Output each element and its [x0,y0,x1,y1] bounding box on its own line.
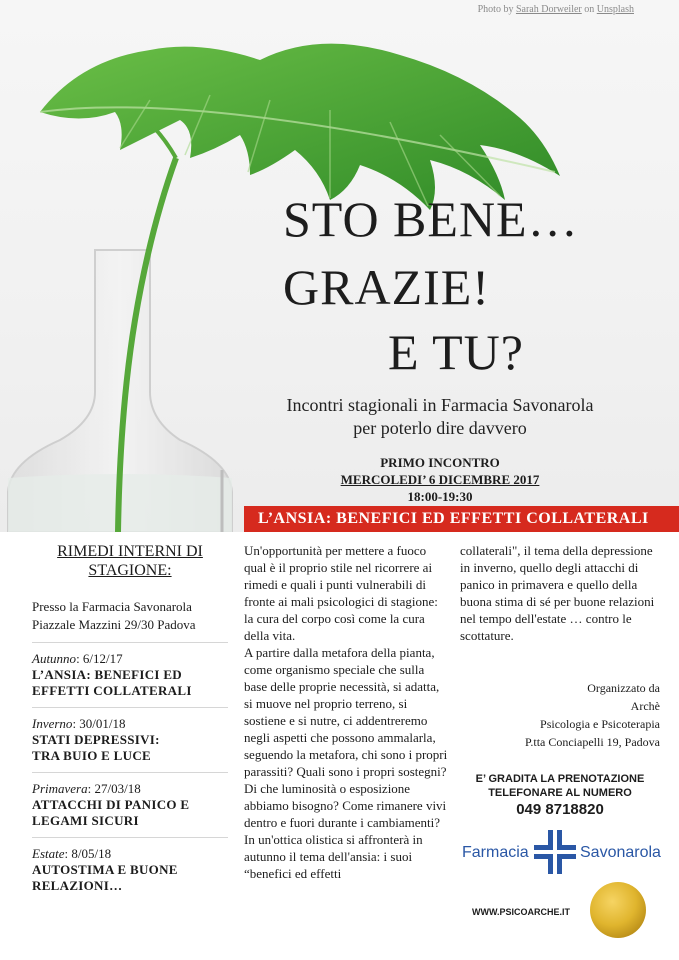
phone-number[interactable]: 049 8718820 [516,801,604,818]
credit-site-link[interactable]: Unsplash [596,4,634,15]
booking-info: E’ GRADITA LA PRENOTAZIONE TELEFONARE AL NUMERO 049 8718820 [460,772,660,819]
schedule-column [32,542,228,910]
meeting-date: MERCOLEDI’ 6 DICEMBRE 2017 [340,472,540,487]
season-summer: Estate: 8/05/18 AUTOSTIMA E BUONE RELAZIONI… [32,846,178,893]
meeting-info [300,454,580,505]
season-winter: Inverno: 30/01/18 STATI DEPRESSIVI: TRA BUIO E LUCE [32,716,228,773]
description-para-2: A partire dalla metafora della pianta, come organismo speciale che sulla base delle proprie necessità, si adatta, si muove nel proprio terreno, si sostiene e si nutre, ci addentreremo negli aspetti che possono ammalarla, seguendo la metafora, chi sono i propri parassiti? Quali sono i propri sostegni? Di che luminosità o esposizione abbiamo bisogno? Come rimanere vivi dentro e fuori durante i cambiamenti? [244,645,448,830]
pharmacy-name-2: Savonarola [580,844,661,861]
organizer-block: Organizzato da Archè Psicologia e Psicoterapia P.tta Conciapelli 19, Padova [525,681,660,749]
description-para-3: In un'ottica olistica si affronterà in autunno il tema dell'ansia: i suoi “benefici ed effetti [244,832,423,881]
description-continued [460,542,660,644]
meeting-label: PRIMO INCONTRO [380,455,500,470]
title-line-3: E TU? [388,324,524,380]
pharmacy-name-1: Farmacia [462,844,529,861]
description-para-4: collaterali", il tema della depressione in inverno, quello degli attacchi di panico in primavera e quello della buona stima di sé per buone relazioni nel tempo dell'estate … contro le scottature. [460,543,655,643]
title-line-1: STO BENE… [283,191,579,247]
meeting-time: 18:00-19:30 [407,489,473,504]
gold-seal-icon [588,880,648,940]
monstera-leaf [40,44,560,210]
season-autumn: Autunno: 6/12/17 L’ANSIA: BENEFICI ED EFFETTI COLLATERALI [32,651,228,708]
credit-author-link[interactable]: Sarah Dorweiler [515,4,582,15]
photo-credit: Photo by Sarah Dorweiler on Unsplash [477,4,634,15]
venue-address: Presso la Farmacia Savonarola Piazzale Mazzini 29/30 Padova [32,598,228,643]
website-link[interactable]: WWW.PSICOARCHE.IT [472,907,570,917]
schedule-heading: RIMEDI INTERNI DI STAGIONE: [57,543,203,579]
subtitle: Incontri stagionali in Farmacia Savonarola per poterlo dire davvero [286,395,594,438]
topic-banner: L’ANSIA: BENEFICI ED EFFETTI COLLATERALI [244,506,679,532]
description-para-1: Un'opportunità per mettere a fuoco qual è il proprio stile nel ricorrere ai rimedi e quali i punti vulnerabili di fronte ai mali psicologici di stagione: la cura del corpo così come la cura della vita. [244,543,438,643]
title-line-2: GRAZIE! [283,259,490,315]
pharmacy-cross-icon [534,830,576,874]
season-spring: Primavera: 27/03/18 ATTACCHI DI PANICO E LEGAMI SICURI [32,781,228,838]
description-column [244,542,450,882]
pharmacy-logo [462,830,662,880]
